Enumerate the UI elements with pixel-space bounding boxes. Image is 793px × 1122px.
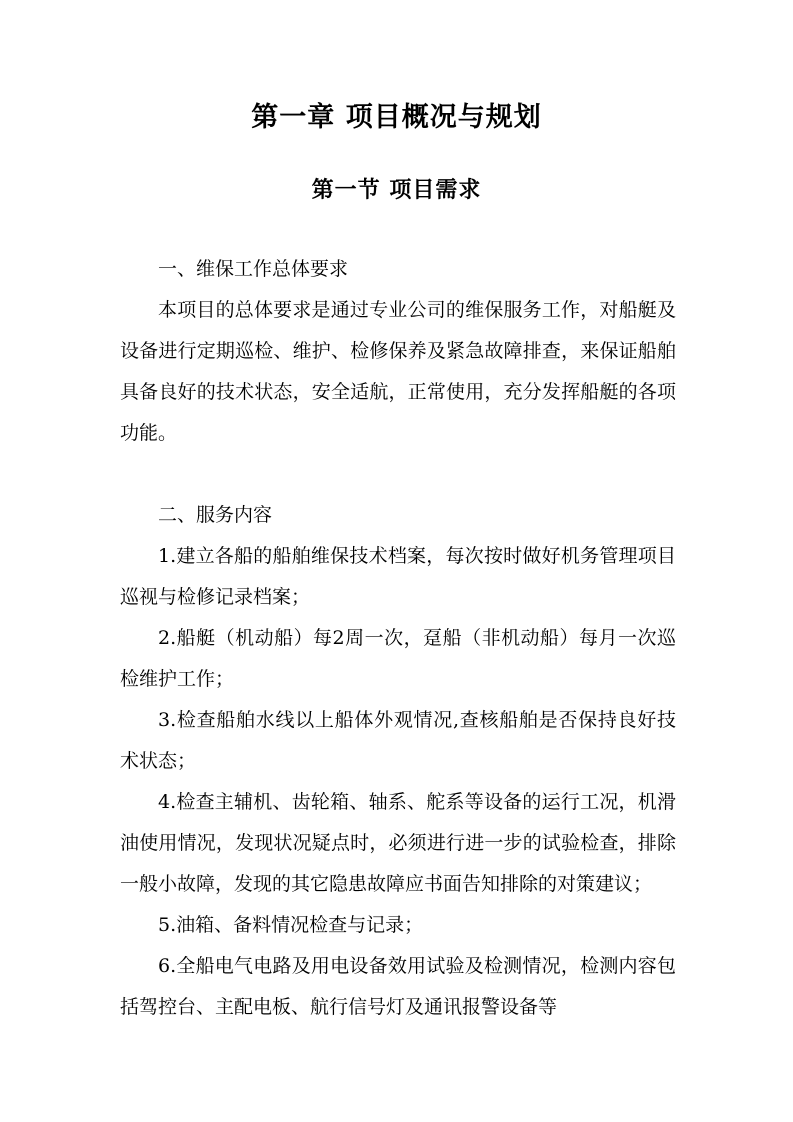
service-item-5: 5.油箱、备料情况检查与记录； (158, 914, 424, 936)
part2-heading: 二、服务内容 (158, 504, 273, 526)
service-item-3: 3.检查船舶水线以上船体外观情况,查核船舶是否保持良好技术状态； (120, 709, 676, 772)
part1-heading: 一、维保工作总体要求 (158, 258, 349, 280)
service-item-6: 6.全船电气电路及用电设备效用试验及检测情况，检测内容包括驾控台、主配电板、航行信号灯及通讯报警设备等 (120, 955, 676, 1018)
section-title: 第一节 项目需求 (311, 177, 482, 203)
part1-paragraph: 本项目的总体要求是通过专业公司的维保服务工作，对船艇及设备进行定期巡检、维护、检修保养及紧急故障排查，来保证船舶具备良好的技术状态，安全适航，正常使用，充分发挥船艇的各项功能。 (120, 299, 676, 444)
document-body (120, 249, 676, 1028)
service-item-4: 4.检查主辅机、齿轮箱、轴系、舵系等设备的运行工况，机滑油使用情况，发现状况疑点时，必须进行进一步的试验检查，排除一般小故障，发现的其它隐患故障应书面告知排除的对策建议； (120, 791, 676, 895)
chapter-title: 第一章 项目概况与规划 (251, 102, 542, 133)
service-item-1: 1.建立各船的船舶维保技术档案，每次按时做好机务管理项目巡视与检修记录档案； (120, 545, 676, 608)
service-item-2: 2.船艇（机动船）每2周一次，趸船（非机动船）每月一次巡检维护工作； (120, 627, 676, 690)
paragraph-gap (120, 454, 676, 495)
